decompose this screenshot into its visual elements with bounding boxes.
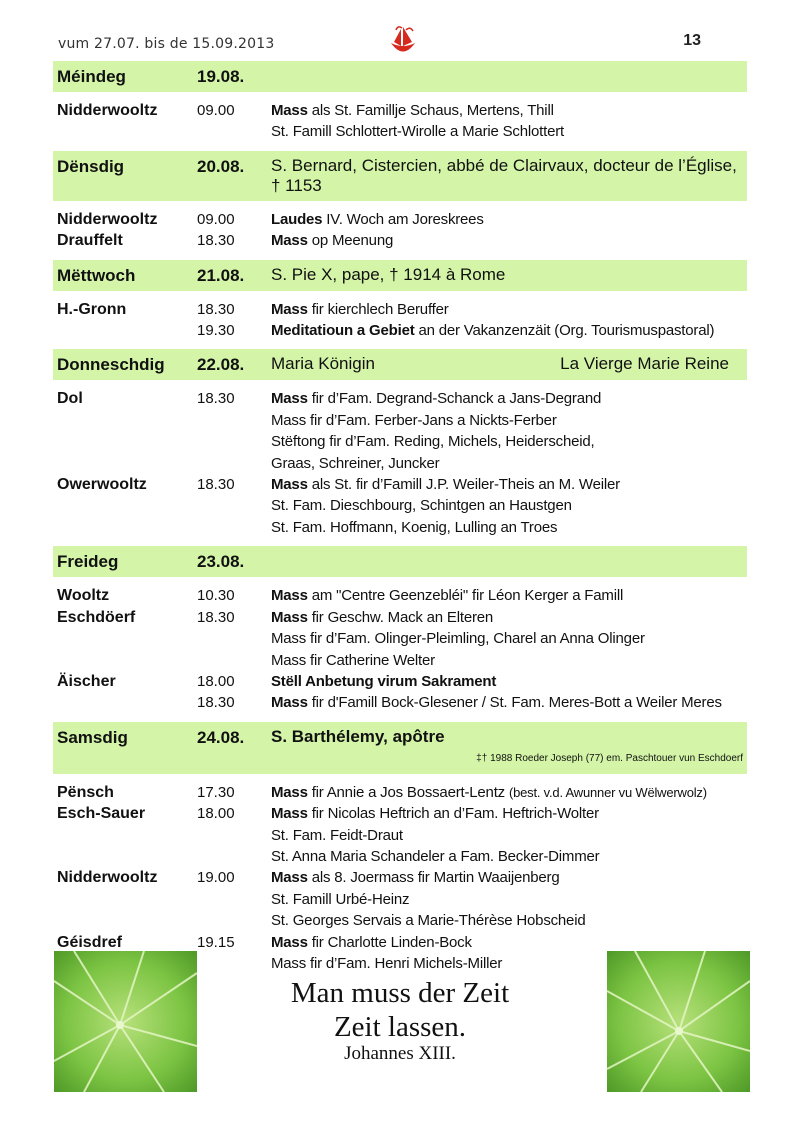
day-feast: [271, 354, 743, 374]
service-time: [197, 453, 271, 474]
service-intention: fir Annie a Jos Bossaert-Lentz: [307, 783, 509, 801]
service-time: [197, 121, 271, 142]
service-type: Mass: [271, 608, 308, 626]
service-place: Géisdref: [57, 933, 122, 951]
page-number: 13: [683, 32, 701, 49]
service-place: Nidderwooltz: [57, 102, 158, 119]
service-intention: Mass fir Catherine Welter: [271, 651, 435, 669]
service-row: [53, 692, 747, 713]
service-time: 18.30: [197, 300, 235, 318]
service-time: 18.30: [197, 694, 235, 712]
quote-line-1: Man muss der Zeit: [290, 977, 510, 1009]
day-header: [53, 349, 747, 380]
anniversary-note: ‡† 1988 Roeder Joseph (77) em. Paschtouer vun Eschdoerf: [476, 752, 743, 764]
service-description: [271, 388, 747, 409]
service-row: [53, 628, 747, 649]
quote-author: Johannes XIII.: [344, 1043, 456, 1064]
service-place: [57, 692, 197, 713]
day-date: 20.08.: [197, 156, 245, 176]
day-header: [53, 61, 747, 92]
service-intention: fir d'Famill Bock-Glesener / St. Fam. Meres-Bott a Weiler Meres: [307, 694, 722, 712]
service-row: [53, 320, 747, 341]
day-name: Donneschdig: [57, 355, 165, 375]
service-note: (best. v.d. Awunner vu Wëlwerwolz): [508, 784, 707, 800]
service-description: [271, 782, 747, 803]
service-time: 18.30: [197, 608, 235, 626]
services-list: [53, 299, 747, 342]
service-place: [57, 495, 197, 516]
service-place: Wooltz: [57, 587, 110, 605]
service-intention: fir Charlotte Linden-Bock: [307, 933, 472, 951]
service-row: [53, 230, 747, 251]
service-place: [57, 517, 197, 538]
day-date: 23.08.: [197, 552, 245, 572]
service-type: Mass: [271, 476, 308, 494]
service-place: Owerwooltz: [57, 476, 147, 494]
service-intention: IV. Woch am Joreskrees: [322, 210, 484, 228]
service-row: [53, 585, 747, 606]
service-time: 18.00: [197, 805, 235, 823]
day-feast: [271, 156, 743, 196]
service-place: [57, 889, 197, 910]
service-intention: op Meenung: [307, 232, 394, 250]
service-intention: St. Fam. Dieschbourg, Schintgen an Haustgen: [271, 497, 572, 515]
service-intention: als St. fir d’Famill J.P. Weiler-Theis an M. Weiler: [307, 476, 620, 494]
service-row: [53, 388, 747, 409]
day-name: Samsdig: [57, 727, 128, 747]
service-time: [197, 889, 271, 910]
feast-text: S. Pie X, pape, † 1914 à Rome: [271, 264, 506, 284]
service-intention: Mass fir d’Fam. Ferber-Jans a Nickts-Ferber: [271, 411, 557, 429]
services-list: [53, 782, 747, 975]
service-description: [271, 867, 747, 888]
service-intention: Stëftong fir d’Fam. Reding, Michels, Heiderscheid,: [271, 433, 595, 451]
service-place: [57, 825, 197, 846]
quote-line-2: Zeit lassen.: [333, 1011, 467, 1043]
service-intention: fir kierchlech Beruffer: [307, 300, 449, 318]
service-time: 19.00: [197, 869, 235, 887]
service-row: [53, 671, 747, 692]
service-intention: St. Famill Schlottert-Wirolle a Marie Schlottert: [271, 123, 564, 141]
service-time: [197, 495, 271, 516]
service-intention: St. Famill Urbé-Heinz: [271, 890, 410, 908]
service-row: [53, 607, 747, 628]
service-time: 19.30: [197, 322, 235, 340]
service-intention: St. Fam. Feidt-Draut: [271, 826, 403, 844]
service-row: [53, 299, 747, 320]
service-intention: St. Georges Servais a Marie-Thérèse Hobscheid: [271, 912, 586, 930]
service-intention: Graas, Schreiner, Juncker: [271, 454, 440, 472]
service-description: [271, 320, 747, 341]
service-row: [53, 846, 747, 867]
service-description: [271, 209, 747, 230]
service-description: [271, 825, 747, 846]
service-description: [271, 692, 747, 713]
service-row: [53, 867, 747, 888]
service-time: [197, 628, 271, 649]
day-feast: [271, 265, 743, 285]
service-type: Mass: [271, 102, 308, 119]
service-place: [57, 628, 197, 649]
service-time: 18.00: [197, 672, 235, 690]
service-time: [197, 517, 271, 538]
service-time: [197, 846, 271, 867]
service-place: H.-Gronn: [57, 300, 127, 318]
service-description: [271, 100, 747, 121]
service-place: [57, 453, 197, 474]
service-place: [57, 121, 197, 142]
day-name: Méindeg: [57, 67, 126, 86]
service-row: [53, 453, 747, 474]
service-description: [271, 932, 747, 953]
service-time: [197, 431, 271, 452]
day-header: [53, 722, 747, 774]
services-list: [53, 100, 747, 143]
service-type: Meditatioun a Gebiet: [271, 322, 415, 340]
feast-text: S. Barthélemy, apôtre: [271, 726, 445, 746]
service-description: [271, 121, 747, 142]
feast-text: Maria Königin: [271, 354, 375, 374]
day-date: 24.08.: [197, 727, 245, 747]
service-intention: fir Geschw. Mack an Elteren: [307, 608, 494, 626]
service-row: [53, 889, 747, 910]
service-place: [57, 910, 197, 931]
service-description: [271, 607, 747, 628]
feast-text-fr: La Vierge Marie Reine: [560, 354, 729, 374]
service-time: [197, 953, 271, 974]
service-description: [271, 453, 747, 474]
schedule: [53, 61, 747, 982]
service-type: Mass: [271, 805, 308, 823]
service-description: [271, 803, 747, 824]
services-list: [53, 209, 747, 252]
service-type: Mass: [271, 587, 308, 605]
service-row: [53, 782, 747, 803]
service-description: [271, 230, 747, 251]
nasturtium-leaf-image: [607, 951, 750, 1092]
day-header: [53, 546, 747, 577]
service-description: [271, 431, 747, 452]
service-intention: am "Centre Geenzebléi" fir Léon Kerger a Famill: [307, 587, 624, 605]
service-type: Laudes: [271, 210, 323, 228]
day-name: Mëttwoch: [57, 265, 136, 285]
service-intention: St. Anna Maria Schandeler a Fam. Becker-Dimmer: [271, 847, 600, 865]
services-list: [53, 388, 747, 538]
service-type: Mass: [271, 694, 308, 712]
service-row: [53, 474, 747, 495]
service-row: [53, 495, 747, 516]
service-row: [53, 100, 747, 121]
service-place: [57, 650, 197, 671]
service-row: [53, 431, 747, 452]
service-time: [197, 910, 271, 931]
date-range: vum 27.07. bis de 15.09.2013: [58, 36, 275, 52]
day-date: 21.08.: [197, 265, 245, 285]
service-description: [271, 910, 747, 931]
service-type: Mass: [271, 300, 308, 318]
service-time: [197, 825, 271, 846]
service-time: 17.30: [197, 783, 235, 801]
service-type: Mass: [271, 869, 308, 887]
service-place: Dol: [57, 390, 83, 408]
service-time: 19.15: [197, 933, 235, 951]
service-description: [271, 410, 747, 431]
service-time: 18.30: [197, 232, 235, 250]
service-intention: als St. Famillje Schaus, Mertens, Thill: [307, 102, 554, 119]
nasturtium-leaf-image: [54, 951, 197, 1092]
service-place: [57, 320, 197, 341]
service-row: [53, 932, 747, 953]
day-date: 19.08.: [197, 67, 245, 86]
service-intention: fir d’Fam. Degrand-Schanck a Jans-Degrand: [307, 390, 602, 408]
service-row: [53, 517, 747, 538]
service-row: [53, 121, 747, 142]
service-description: [271, 628, 747, 649]
service-row: [53, 910, 747, 931]
service-place: Drauffelt: [57, 232, 123, 250]
service-place: Esch-Sauer: [57, 805, 146, 823]
service-description: [271, 517, 747, 538]
service-place: Nidderwooltz: [57, 869, 158, 887]
service-time: [197, 650, 271, 671]
service-intention: als 8. Joermass fir Martin Waaijenberg: [307, 869, 560, 887]
service-type: Mass: [271, 232, 308, 250]
service-row: [53, 650, 747, 671]
service-time: [197, 410, 271, 431]
service-place: Äischer: [57, 672, 116, 690]
service-description: [271, 650, 747, 671]
service-place: [57, 410, 197, 431]
service-intention: an der Vakanzenzäit (Org. Tourismuspastoral): [414, 322, 715, 340]
service-time: 10.30: [197, 587, 235, 605]
service-description: [271, 846, 747, 867]
day-name: Freideg: [57, 552, 119, 572]
service-time: 09.00: [197, 102, 235, 119]
day-feast: [271, 727, 743, 769]
services-list: [53, 585, 747, 713]
service-description: [271, 671, 747, 692]
service-row: [53, 209, 747, 230]
service-type: Mass: [271, 390, 308, 408]
service-intention: Mass fir d’Fam. Henri Michels-Miller: [271, 954, 503, 972]
parish-logo-icon: [386, 24, 420, 58]
service-description: [271, 889, 747, 910]
service-place: Eschdöerf: [57, 608, 136, 626]
page-header: [58, 30, 703, 56]
service-description: [271, 495, 747, 516]
service-time: 09.00: [197, 210, 235, 228]
service-description: [271, 299, 747, 320]
service-intention: fir Nicolas Heftrich an d’Fam. Heftrich-Wolter: [307, 805, 599, 823]
day-header: [53, 151, 747, 201]
service-intention: St. Fam. Hoffmann, Koenig, Lulling an Troes: [271, 518, 558, 536]
day-header: [53, 260, 747, 291]
service-intention: Mass fir d’Fam. Olinger-Pleimling, Charel an Anna Olinger: [271, 630, 645, 648]
service-type: Mass: [271, 933, 308, 951]
service-place: [57, 431, 197, 452]
service-place: Pënsch: [57, 783, 114, 801]
service-description: [271, 585, 747, 606]
service-description: [271, 474, 747, 495]
service-row: [53, 410, 747, 431]
feast-text: S. Bernard, Cistercien, abbé de Clairvaux, docteur de l’Église, † 1153: [271, 155, 737, 195]
service-type: Stëll Anbetung virum Sakrament: [271, 672, 497, 690]
service-row: [53, 825, 747, 846]
service-place: Nidderwooltz: [57, 210, 158, 228]
service-row: [53, 803, 747, 824]
day-name: Dënsdig: [57, 156, 125, 176]
service-time: 18.30: [197, 390, 235, 408]
service-place: [57, 846, 197, 867]
service-time: 18.30: [197, 476, 235, 494]
service-type: Mass: [271, 783, 308, 801]
day-date: 22.08.: [197, 355, 245, 375]
